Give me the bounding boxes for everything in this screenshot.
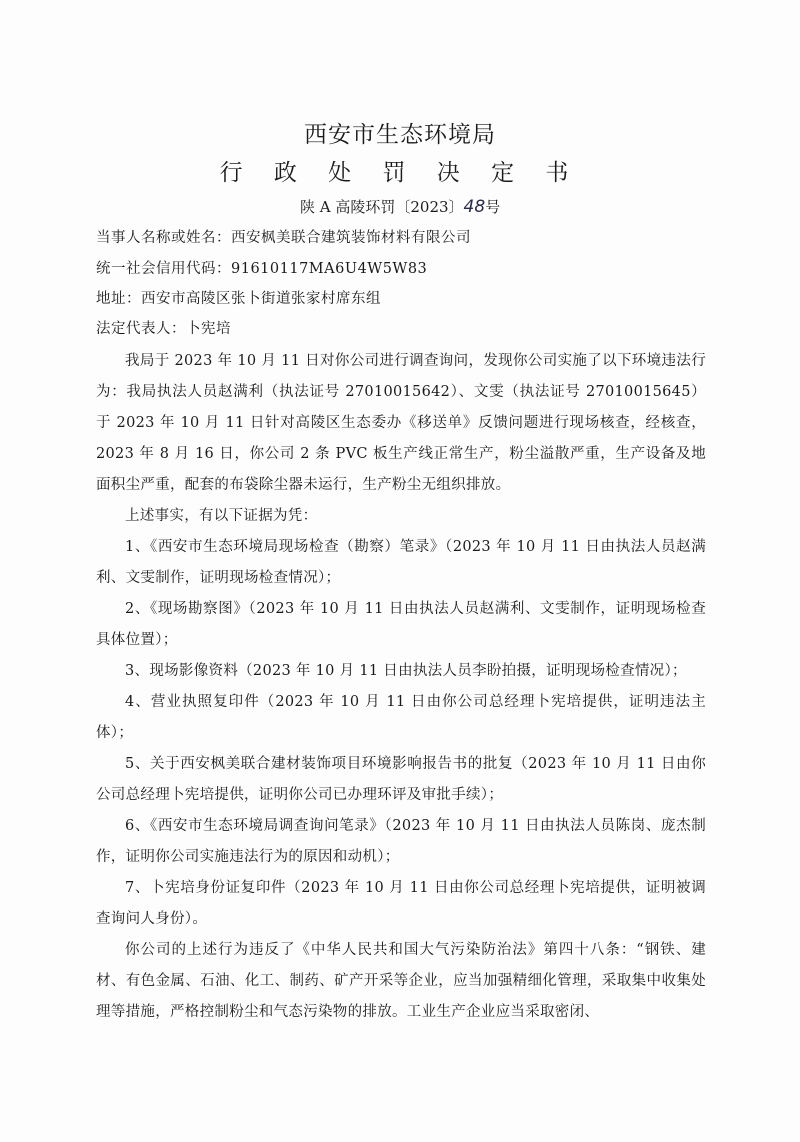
address-value: 西安市高陵区张卜街道张家村席东组 [141,291,381,307]
credit-code-label: 统一社会信用代码： [96,261,231,277]
document-number-prefix: 陕 A 高陵环罚〔2023〕 [300,198,464,216]
legal-representative-line [96,317,231,338]
evidence-item: 4、营业执照复印件（2023 年 10 月 11 日由你公司总经理卜宪培提供，证明违法主体）； [96,694,706,741]
evidence-item: 7、卜宪培身份证复印件（2023 年 10 月 11 日由你公司总经理卜宪培提供，证明被调查询问人身份）。 [96,880,706,927]
evidence-intro: 上述事实，有以下证据为凭： [125,508,318,524]
party-name-value: 西安枫美联合建筑装饰材料有限公司 [231,230,471,246]
document-body [96,346,706,1028]
document-title: 行 政 处 罚 决 定 书 [219,160,581,186]
evidence-item: 2、《现场勘察图》（2023 年 10 月 11 日由执法人员赵满利、文雯制作，证明现场检查具体位置）； [96,601,706,648]
credit-code-value: 91610117MA6U4W5W83 [231,261,428,277]
document-number-handwritten: 48 [463,197,486,217]
legal-representative-label: 法定代表人： [96,321,186,337]
party-name-line [96,226,471,247]
address-line [96,287,381,308]
evidence-item: 6、《西安市生态环境局调查询问笔录》（2023 年 10 月 11 日由执法人员陈岗、庞杰制作，证明你公司实施违法行为的原因和动机）； [96,818,706,865]
evidence-item: 1、《西安市生态环境局现场检查（勘察）笔录》（2023 年 10 月 11 日由执法人员赵满利、文雯制作，证明现场检查情况）； [96,539,706,586]
address-label: 地址： [96,291,141,307]
party-name-label: 当事人名称或姓名： [96,230,231,246]
agency-title: 西安市生态环境局 [304,122,496,148]
legal-representative-value: 卜宪培 [186,321,231,337]
facts-paragraph: 我局于 2023 年 10 月 11 日对你公司进行调查询问，发现你公司实施了以下环境违法行为：我局执法人员赵满利（执法证号 27010015642）、文雯（执法证号 27010015645）于 2023 年 10 月 11 日针对高陵区生态委办《移送单》反馈问题进行现场核查，经核查，2023 年 8 月 16 日，你公司 2 条 PVC 板生产线正常生产，粉尘溢散严重，生产设备及地面积尘严重，配套的布袋除尘器未运行，生产粉尘无组织排放。 [96,353,706,493]
evidence-item: 3、现场影像资料（2023 年 10 月 11 日由执法人员李盼拍摄，证明现场检查情况）； [125,663,687,679]
violation-paragraph: 你公司的上述行为违反了《中华人民共和国大气污染防治法》第四十八条：“钢铁、建材、有色金属、石油、化工、制药、矿产开采等企业，应当加强精细化管理，采取集中收集处理等措施，严格控制粉尘和气态污染物的排放。工业生产企业应当采取密闭、 [96,942,706,1020]
document-number-suffix: 号 [485,198,501,216]
credit-code-line [96,257,427,278]
document-number [300,196,500,217]
evidence-item: 5、关于西安枫美联合建材装饰项目环境影响报告书的批复（2023 年 10 月 11 日由你公司总经理卜宪培提供，证明你公司已办理环评及审批手续）； [96,756,706,803]
